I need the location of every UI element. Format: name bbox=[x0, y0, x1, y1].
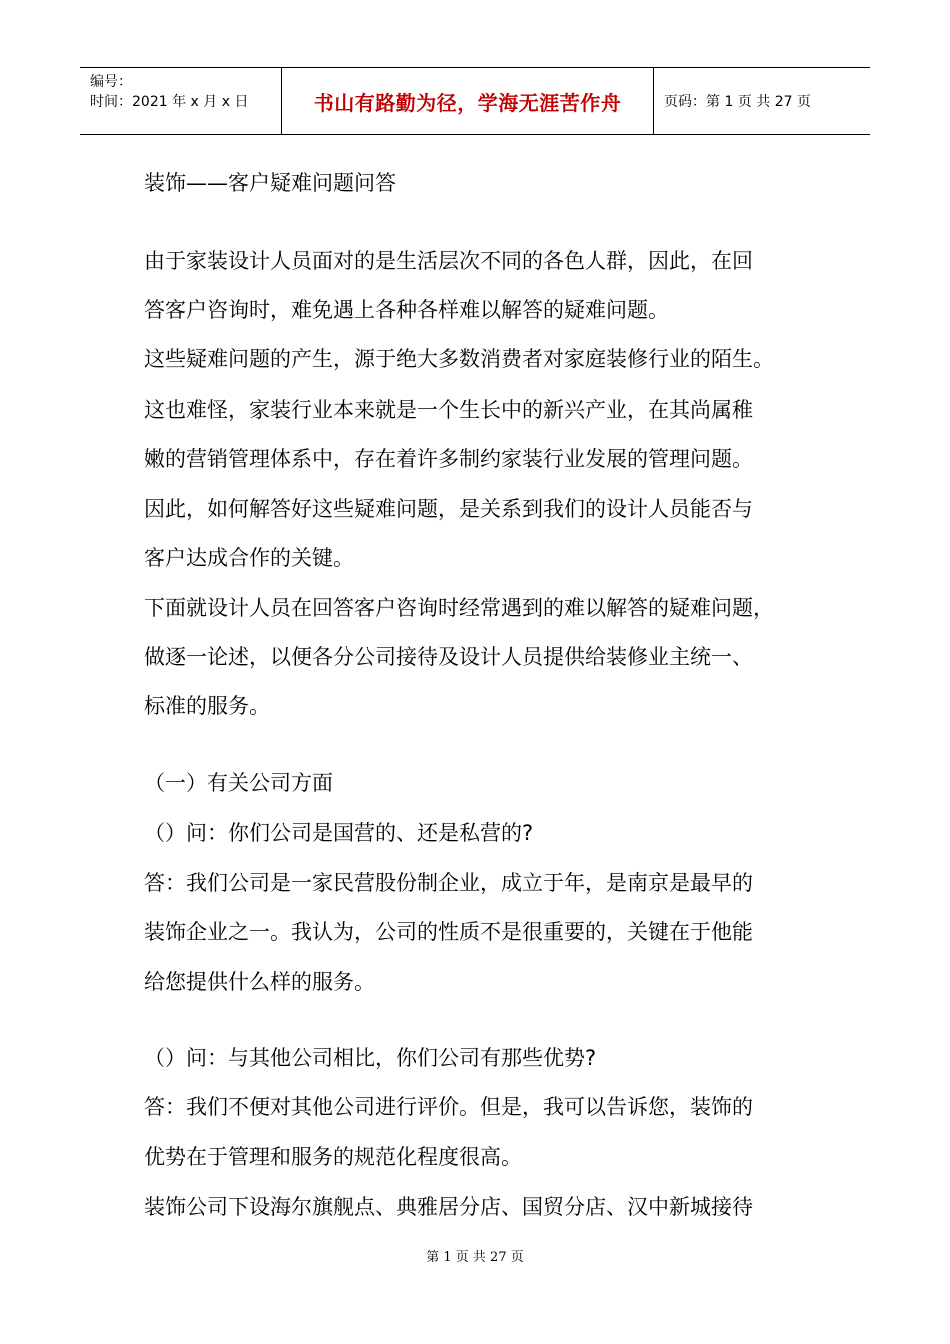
paragraph-line: 嫩的营销管理体系中，存在着许多制约家装行业发展的管理问题。 bbox=[144, 447, 753, 471]
paragraph-line: 由于家装设计人员面对的是生活层次不同的各色人群，因此，在回 bbox=[144, 249, 753, 273]
answer-2-line: 答：我们不便对其他公司进行评价。但是，我可以告诉您，装饰的 bbox=[144, 1095, 753, 1119]
document-title: 装饰——客户疑难问题问答 bbox=[144, 171, 396, 195]
paragraph-line: 答客户咨询时，难免遇上各种各样难以解答的疑难问题。 bbox=[144, 298, 669, 322]
serial-label: 编号： bbox=[90, 74, 132, 90]
page-footer: 第 1 页 共 27 页 bbox=[426, 1250, 524, 1265]
answer-1-line: 答：我们公司是一家民营股份制企业，成立于年，是南京是最早的 bbox=[144, 871, 753, 895]
answer-1-line: 装饰企业之一。我认为，公司的性质不是很重要的，关键在于他能 bbox=[144, 920, 753, 944]
page-info: 页码：第 1 页 共 27 页 bbox=[664, 94, 811, 110]
section-title: （一）有关公司方面 bbox=[144, 771, 333, 795]
question-1: （）问：你们公司是国营的、还是私营的? bbox=[144, 821, 534, 845]
header-page-cell bbox=[654, 68, 870, 134]
paragraph-line: 做逐一论述，以便各分公司接待及设计人员提供给装修业主统一、 bbox=[144, 645, 753, 669]
answer-2-line: 装饰公司下设海尔旗舰点、典雅居分店、国贸分店、汉中新城接待 bbox=[144, 1195, 753, 1219]
time-label: 时间：2021 年 x 月 x 日 bbox=[90, 94, 249, 110]
paragraph-line: 客户达成合作的关键。 bbox=[144, 546, 354, 570]
answer-2-line: 优势在于管理和服务的规范化程度很高。 bbox=[144, 1145, 522, 1169]
paragraph-line: 因此，如何解答好这些疑难问题，是关系到我们的设计人员能否与 bbox=[144, 497, 753, 521]
motto-text: 书山有路勤为径，学海无涯苦作舟 bbox=[313, 90, 622, 115]
header-motto-cell bbox=[282, 68, 654, 134]
paragraph-line: 这也难怪，家装行业本来就是一个生长中的新兴产业，在其尚属稚 bbox=[144, 398, 753, 422]
question-2: （）问：与其他公司相比，你们公司有那些优势? bbox=[144, 1046, 597, 1070]
paragraph-line: 下面就设计人员在回答客户咨询时经常遇到的难以解答的疑难问题， bbox=[144, 596, 774, 620]
paragraph-line: 这些疑难问题的产生，源于绝大多数消费者对家庭装修行业的陌生。 bbox=[144, 347, 774, 371]
paragraph-line: 标准的服务。 bbox=[144, 694, 270, 718]
answer-1-line: 给您提供什么样的服务。 bbox=[144, 970, 375, 994]
header-meta-cell bbox=[80, 68, 282, 134]
document-header bbox=[80, 67, 870, 135]
